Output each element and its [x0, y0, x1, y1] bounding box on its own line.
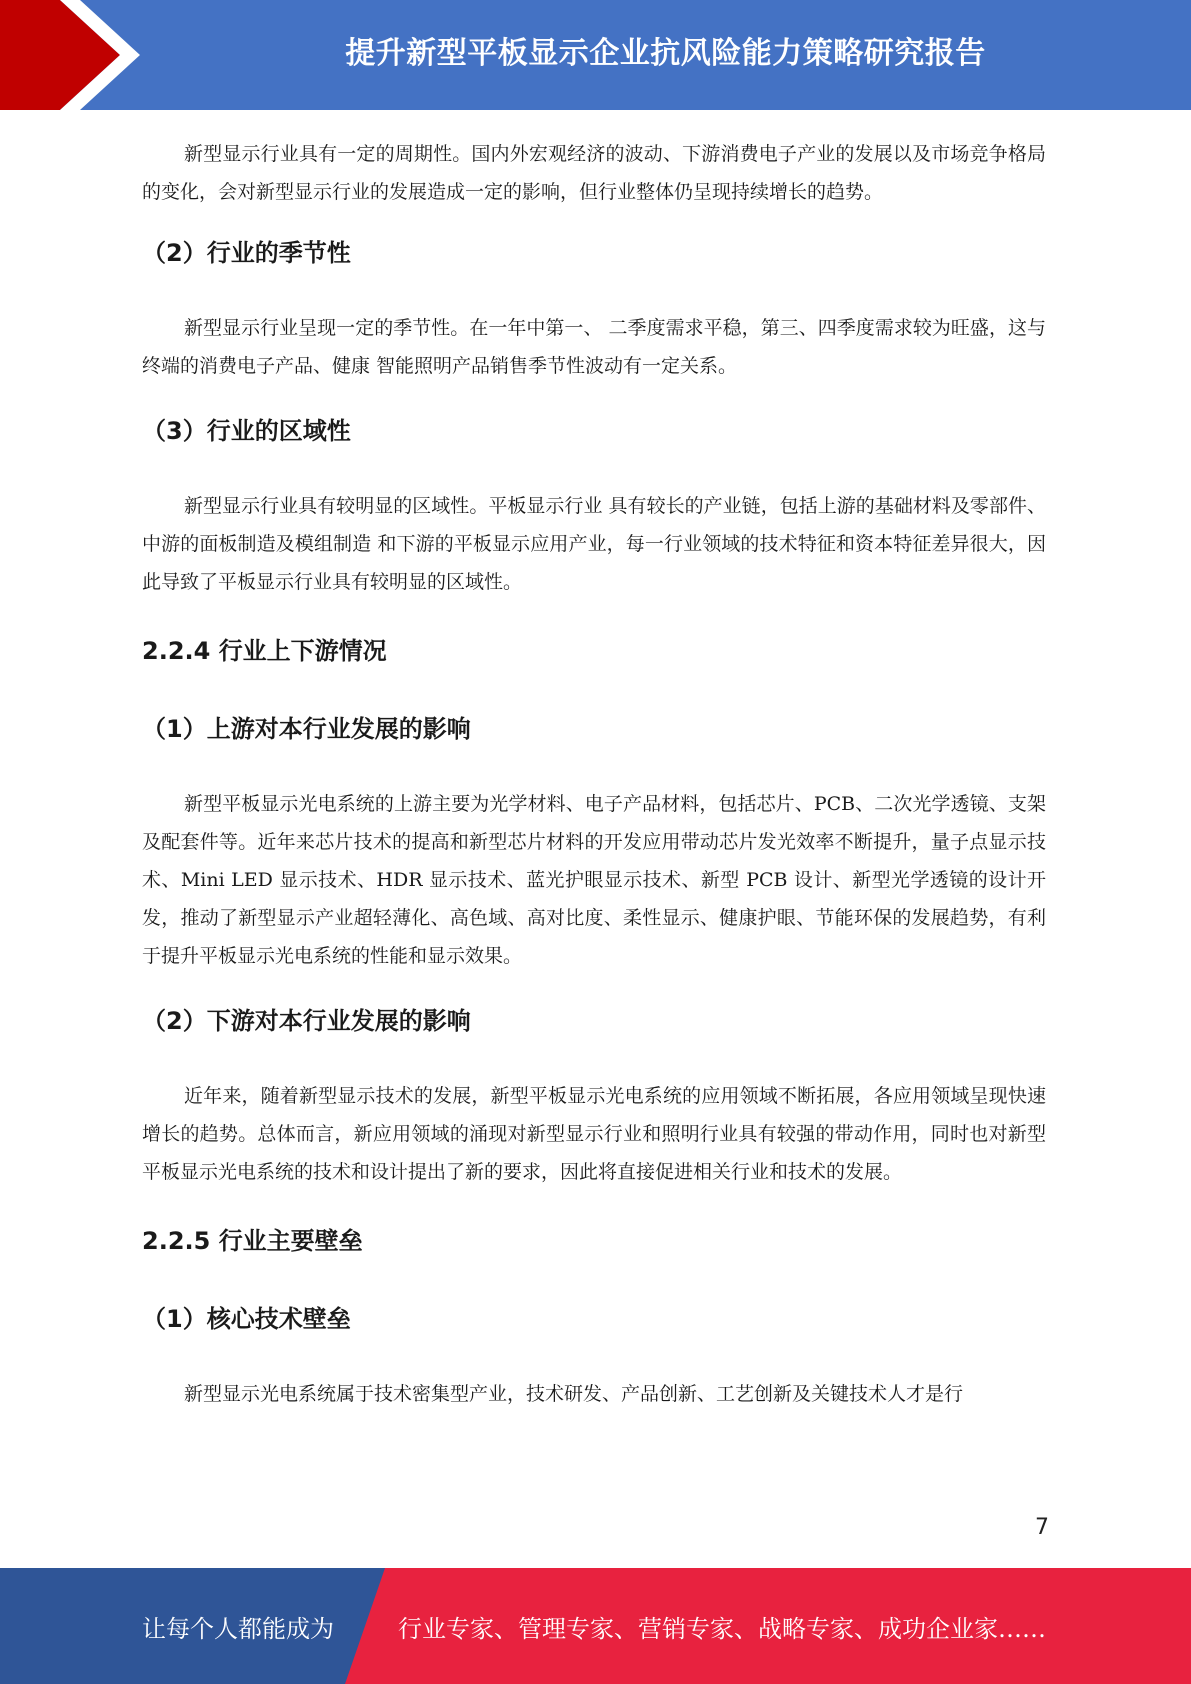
heading-2-2-5: 2.2.5 行业主要壁垒	[142, 1227, 363, 1255]
paragraph-regional: 新型显示行业具有较明显的区域性。平板显示行业 具有较长的产业链，包括上游的基础材料及零部件、中游的面板制造及模组制造 和下游的平板显示应用产业，每一行业领域的技术特征和资本特征差异很大，因 此导致了平板显示行业具有较明显的区域性。	[142, 495, 1046, 593]
page-header	[0, 0, 1191, 110]
paragraph-core-tech: 新型显示光电系统属于技术密集型产业，技术研发、产品创新、工艺创新及关键技术人才是行	[184, 1383, 964, 1405]
footer-slogan-left: 让每个人都能成为	[142, 1614, 334, 1643]
header-title: 提升新型平板显示企业抗风险能力策略研究报告	[345, 36, 986, 71]
paragraph-upstream: 新型平板显示光电系统的上游主要为光学材料、电子产品材料，包括芯片、PCB、二次光学透镜、支架及配套件等。近年来芯片技术的提高和新型芯片材料的开发应用带动芯片发光效率不断提升，量子点显示技术、Mini LED 显示技术、HDR 显示技术、蓝光护眼显示技术、新型 PCB 设计、新型光学透镜的设计开发，推动了新型显示产业超轻薄化、高色域、高对比度、柔性显示、健康护眼、节能环保的发展趋势，有利于提升平板显示光电系统的性能和显示效果。	[142, 793, 1046, 967]
heading-seasonal: （2）行业的季节性	[142, 239, 351, 267]
paragraph-seasonal: 新型显示行业呈现一定的季节性。在一年中第一、 二季度需求平稳，第三、四季度需求较为旺盛，这与终端的消费电子产品、健康 智能照明产品销售季节性波动有一定关系。	[142, 317, 1046, 377]
header-ribbon-decoration	[0, 0, 160, 110]
page-footer	[0, 1568, 1191, 1684]
heading-2-2-4: 2.2.4 行业上下游情况	[142, 637, 387, 665]
footer-slogan-right: 行业专家、管理专家、营销专家、战略专家、成功企业家……	[398, 1614, 1046, 1643]
heading-downstream: （2）下游对本行业发展的影响	[142, 1007, 471, 1035]
page-number: 7	[1035, 1515, 1049, 1540]
heading-core-tech: （1）核心技术壁垒	[142, 1305, 351, 1333]
heading-upstream: （1）上游对本行业发展的影响	[142, 715, 471, 743]
paragraph-downstream: 近年来，随着新型显示技术的发展，新型平板显示光电系统的应用领域不断拓展，各应用领域呈现快速增长的趋势。总体而言，新应用领域的涌现对新型显示行业和照明行业具有较强的带动作用，同时也对新型平板显示光电系统的技术和设计提出了新的要求，因此将直接促进相关行业和技术的发展。	[142, 1085, 1046, 1183]
document-body	[142, 130, 1046, 1413]
heading-regional: （3）行业的区域性	[142, 417, 351, 445]
paragraph-cyclical: 新型显示行业具有一定的周期性。国内外宏观经济的波动、下游消费电子产业的发展以及市场竞争格局的变化，会对新型显示行业的发展造成一定的影响，但行业整体仍呈现持续增长的趋势。	[142, 143, 1046, 203]
